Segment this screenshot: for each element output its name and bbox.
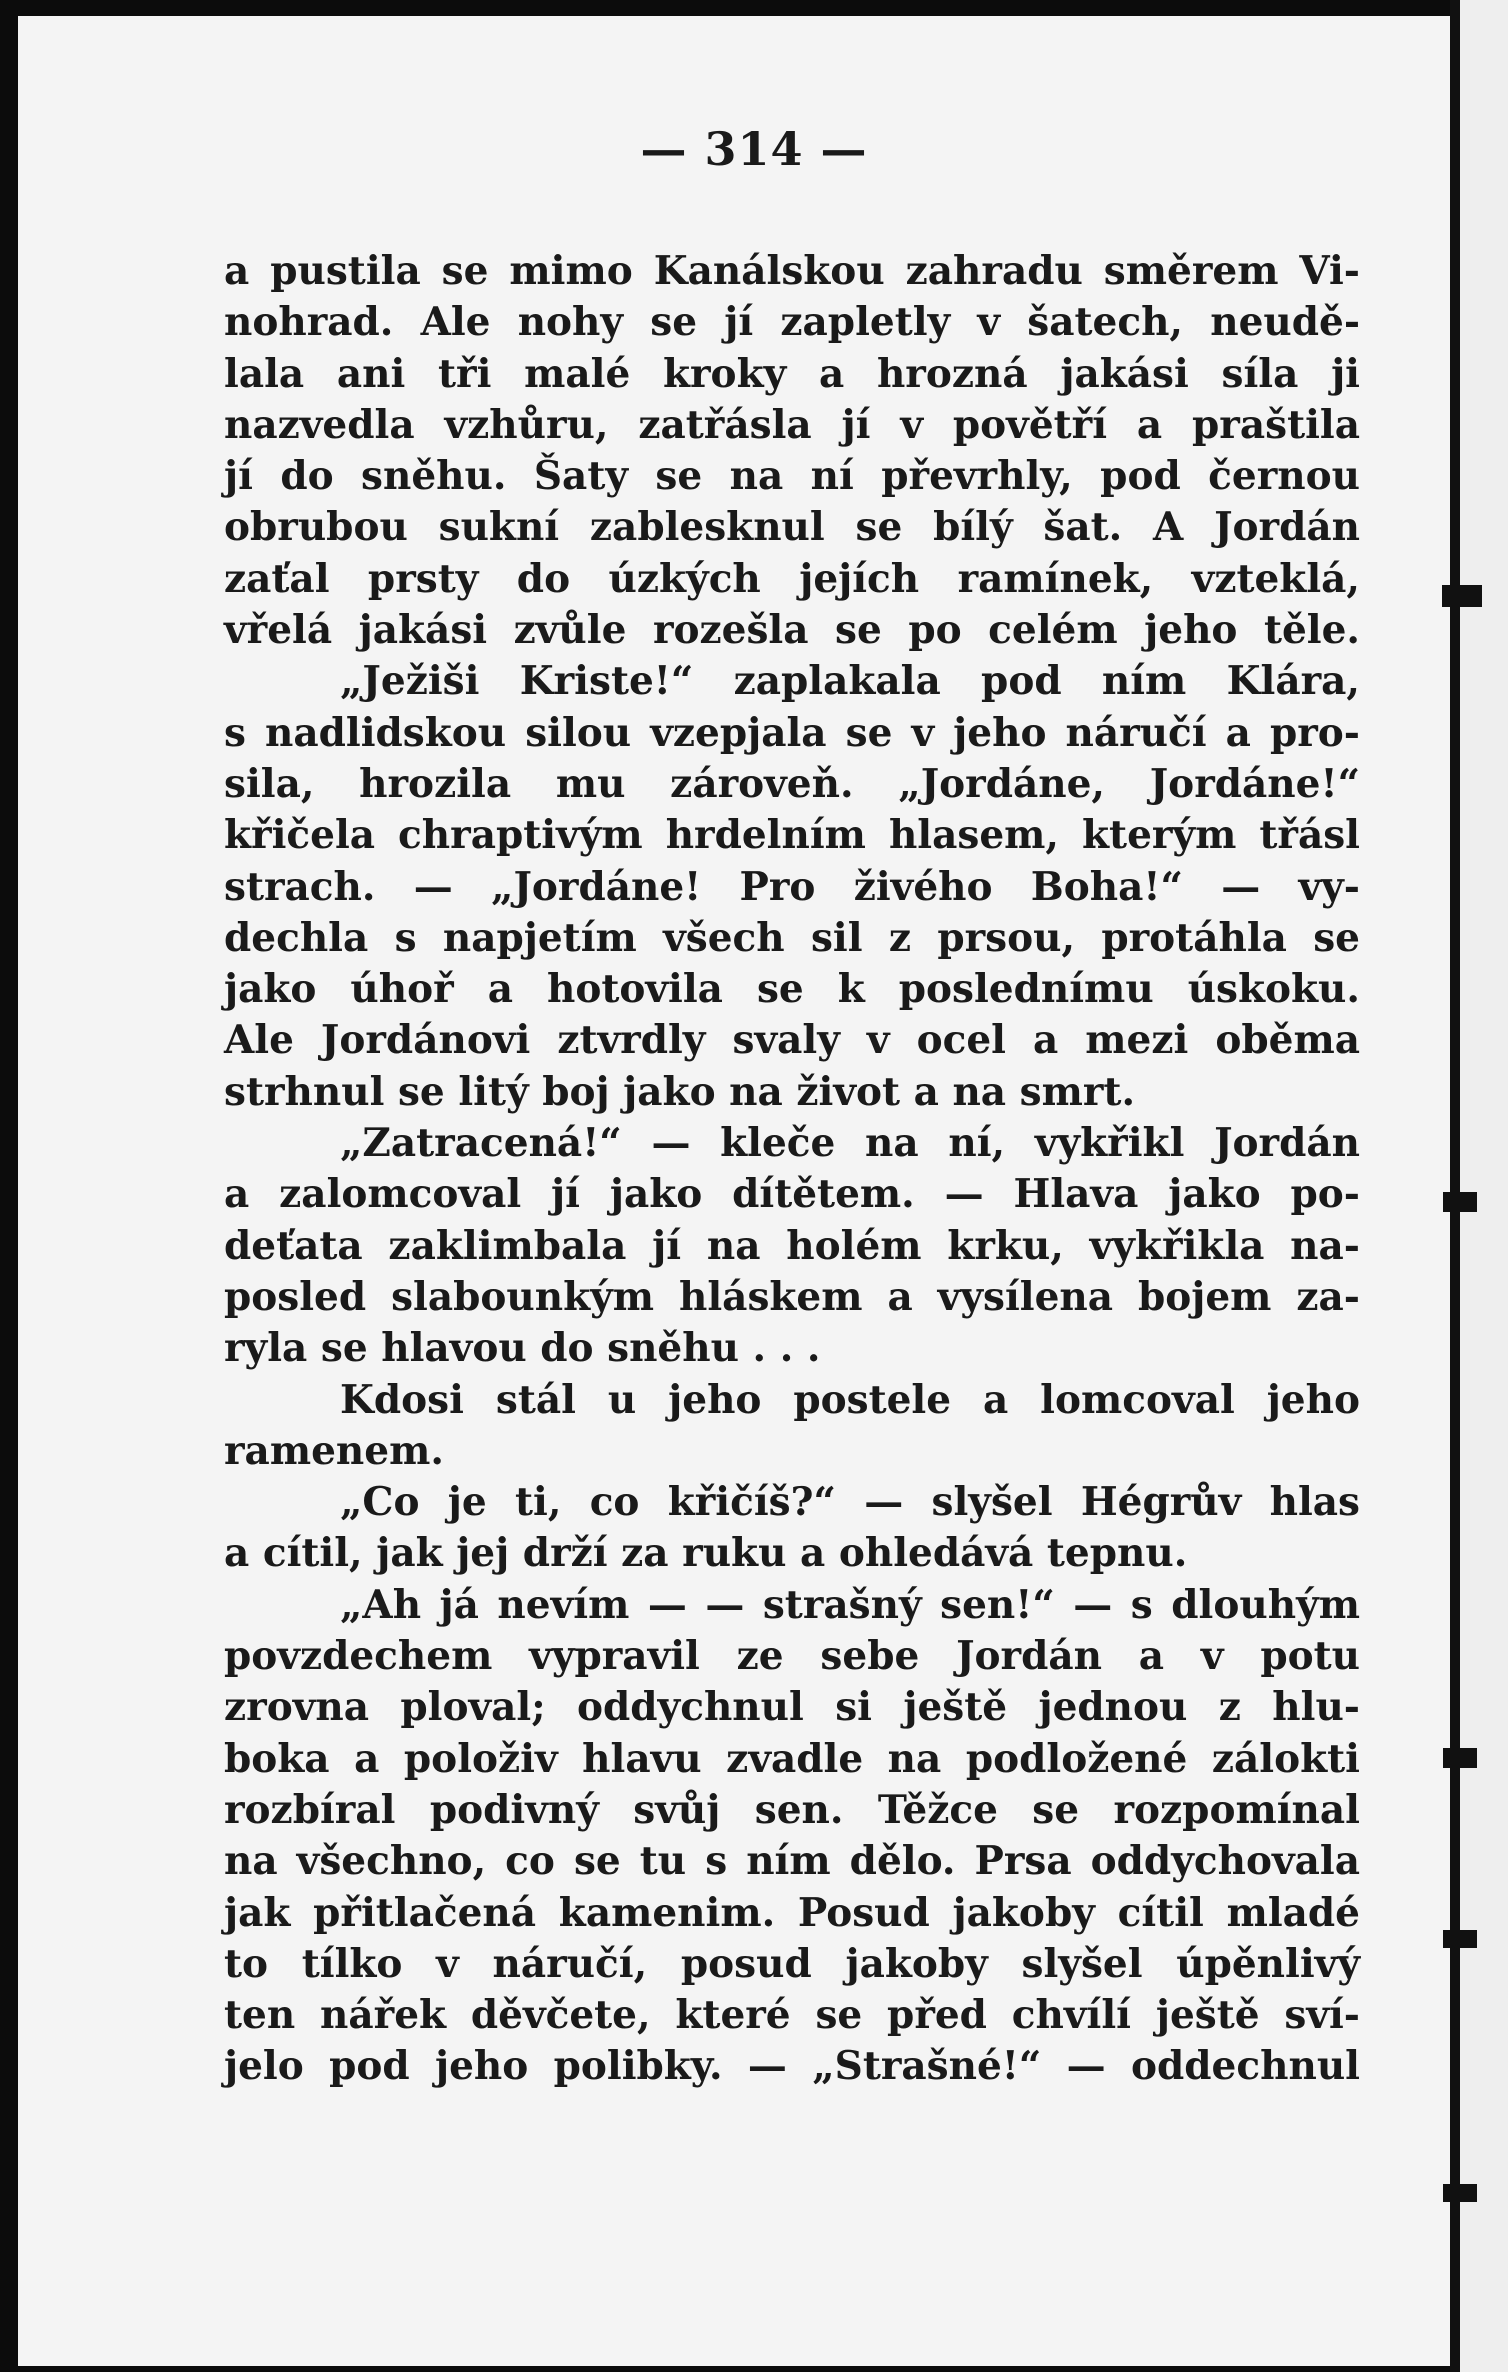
text-line: jí do sněhu. Šaty se na ní převrhly, pod černou (224, 453, 1360, 500)
gutter-line (1450, 0, 1460, 2372)
text-line: vřelá jakási zvůle rozešla se po celém jeho těle. (224, 607, 1360, 654)
text-line: a cítil, jak jej drží za ruku a ohledává tepnu. (224, 1530, 1188, 1577)
text-line: zaťal prsty do úzkých jejích ramínek, vzteklá, (224, 555, 1360, 602)
text-line: dechla s napjetím všech sil z prsou, protáhla se (224, 914, 1360, 961)
text-line: strhnul se litý boj jako na život a na smrt. (224, 1068, 1136, 1115)
edge-mark (1443, 1192, 1477, 1212)
text-line: sila, hrozila mu zároveň. „Jordáne, Jordáne!“ (224, 760, 1360, 807)
text-line: deťata zaklimbala jí na holém krku, vykřikla na- (224, 1222, 1360, 1269)
text-line: křičela chraptivým hrdelním hlasem, kterým třásl (224, 812, 1360, 859)
text-line: boka a položiv hlavu zvadle na podložené zálokti (224, 1735, 1360, 1782)
text-line: nohrad. Ale nohy se jí zapletly v šatech, neudě- (224, 299, 1360, 346)
text-line: posled slabounkým hláskem a vysílena bojem za- (224, 1273, 1360, 1320)
text-line: ryla se hlavou do sněhu . . . (224, 1325, 821, 1372)
text-line: a zalomcoval jí jako dítětem. — Hlava jako po- (224, 1171, 1360, 1218)
text-line: zrovna ploval; oddychnul si ještě jednou z hlu- (224, 1684, 1360, 1731)
text-line: lala ani tři malé kroky a hrozná jakási síla ji (224, 350, 1360, 397)
text-line: jako úhoř a hotovila se k poslednímu úskoku. (224, 966, 1360, 1013)
text-line: „Co je ti, co křičíš?“ — slyšel Hégrův hlas (340, 1479, 1360, 1526)
text-line: jelo pod jeho polibky. — „Strašné!“ — oddechnul (224, 2043, 1360, 2090)
text-line: „Ježiši Kriste!“ zaplakala pod ním Klára, (340, 658, 1360, 705)
edge-mark (1443, 1748, 1477, 1768)
text-line: povzdechem vypravil ze sebe Jordán a v potu (224, 1633, 1360, 1680)
page-number: — 314 — (640, 122, 868, 176)
text-line: s nadlidskou silou vzepjala se v jeho náručí a pro- (224, 709, 1360, 756)
edge-mark (1443, 1930, 1477, 1948)
text-line: na všechno, co se tu s ním dělo. Prsa oddychovala (224, 1838, 1360, 1885)
edge-mark (1443, 2184, 1477, 2202)
text-line: Ale Jordánovi ztvrdly svaly v ocel a mezi oběma (224, 1017, 1360, 1064)
text-line: ramenem. (224, 1427, 444, 1474)
text-line: jak přitlačená kamenim. Posud jakoby cítil mladé (224, 1889, 1360, 1936)
text-line: obrubou sukní zablesknul se bílý šat. A Jordán (224, 504, 1360, 551)
text-line: Kdosi stál u jeho postele a lomcoval jeho (340, 1376, 1360, 1423)
edge-mark (1442, 585, 1482, 607)
body-text (224, 246, 1360, 2093)
text-line: „Zatracená!“ — kleče na ní, vykřikl Jordán (340, 1120, 1360, 1167)
text-line: strach. — „Jordáne! Pro živého Boha!“ — vy- (224, 863, 1360, 910)
text-line: rozbíral podivný svůj sen. Těžce se rozpomínal (224, 1786, 1360, 1833)
text-line: a pustila se mimo Kanálskou zahradu směrem Vi- (224, 248, 1360, 294)
text-line: to tílko v náručí, posud jakoby slyšel úpěnlivý (224, 1940, 1360, 1987)
text-line: ten nářek děvčete, které se před chvílí ještě sví- (224, 1992, 1360, 2039)
text-line: „Ah já nevím — — strašný sen!“ — s dlouhým (340, 1581, 1360, 1628)
text-line: nazvedla vzhůru, zatřásla jí v povětří a praštila (224, 401, 1360, 448)
